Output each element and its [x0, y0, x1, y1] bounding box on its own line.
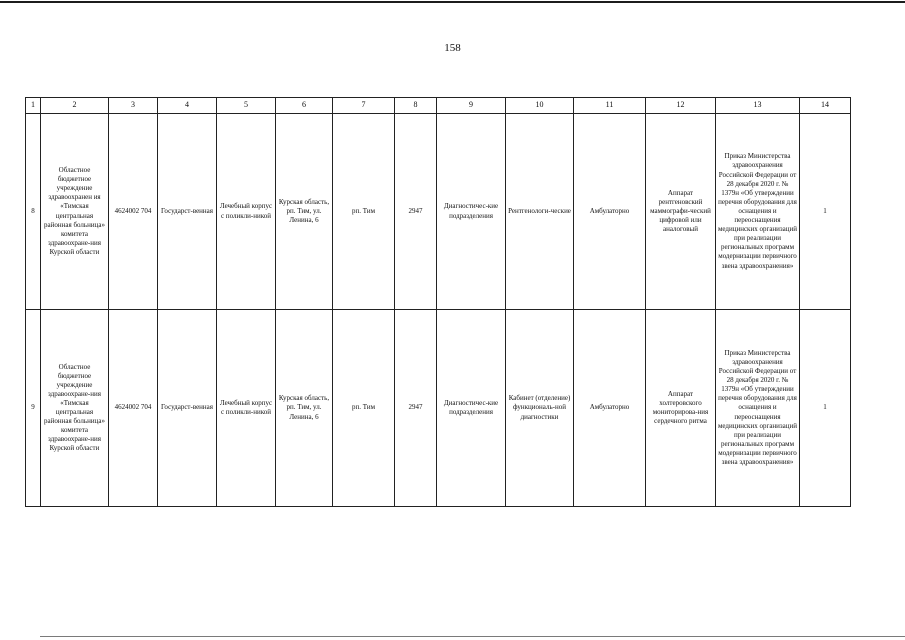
- settlement-code: 2947: [395, 310, 437, 507]
- inn-code: 4624002 704: [109, 114, 158, 310]
- settlement: рп. Тим: [333, 114, 395, 310]
- column-header: 10: [506, 98, 574, 114]
- bottom-border-line: [40, 636, 905, 637]
- column-header: 2: [41, 98, 109, 114]
- page-number: 158: [444, 42, 461, 54]
- regulatory-order: Приказ Министерства здравоохранения Российской Федерации от 28 декабря 2020 г. № 1379н «Об утверждении перечня оборудования для оснащения и переоснащения медицинских организаций при реализации региональных программ модернизации первичного звена здравоохранения»: [716, 310, 800, 507]
- quantity: 1: [800, 310, 851, 507]
- column-header: 3: [109, 98, 158, 114]
- settlement: рп. Тим: [333, 310, 395, 507]
- care-type: Амбулаторно: [574, 114, 646, 310]
- address: Курская область, рп. Тим, ул. Ленина, 6: [276, 310, 333, 507]
- column-header: 11: [574, 98, 646, 114]
- equipment-name: Аппарат холтеровского мониторирова-ния сердечного ритма: [646, 310, 716, 507]
- row-number: 9: [26, 310, 41, 507]
- ownership-form: Государст-венная: [158, 114, 217, 310]
- row-number: 8: [26, 114, 41, 310]
- building-name: Лечебный корпус с поликли-никой: [217, 310, 276, 507]
- division: Диагностичес-кие подразделения: [437, 310, 506, 507]
- department: Рентгенологи-ческие: [506, 114, 574, 310]
- column-header: 1: [26, 98, 41, 114]
- address: Курская область, рп. Тим, ул. Ленина, 6: [276, 114, 333, 310]
- organization-name: Областное бюджетное учреждение здравоохране-ния «Тимская центральная районная больница» комитета здравоохране-ния Курской области: [41, 310, 109, 507]
- column-header: 5: [217, 98, 276, 114]
- settlement-code: 2947: [395, 114, 437, 310]
- regulatory-order: Приказ Министерства здравоохранения Российской Федерации от 28 декабря 2020 г. № 1379н «Об утверждении перечня оборудования для оснащения и переоснащения медицинских организаций при реализации региональных программ модернизации первичного звена здравоохранения»: [716, 114, 800, 310]
- column-header: 7: [333, 98, 395, 114]
- department: Кабинет (отделение) функциональ-ной диагностики: [506, 310, 574, 507]
- inn-code: 4624002 704: [109, 310, 158, 507]
- equipment-name: Аппарат рентгеновский маммографи-ческий цифровой или аналоговый: [646, 114, 716, 310]
- column-header: 4: [158, 98, 217, 114]
- care-type: Амбулаторно: [574, 310, 646, 507]
- column-header: 9: [437, 98, 506, 114]
- ownership-form: Государст-венная: [158, 310, 217, 507]
- table-row: [26, 114, 851, 310]
- column-header: 8: [395, 98, 437, 114]
- column-header: 12: [646, 98, 716, 114]
- division: Диагностичес-кие подразделения: [437, 114, 506, 310]
- top-border-line: [0, 1, 905, 3]
- column-header: 6: [276, 98, 333, 114]
- quantity: 1: [800, 114, 851, 310]
- organization-name: Областное бюджетное учреждение здравоохранен ия «Тимская центральная районная больница» комитета здравоохране-ния Курской области: [41, 114, 109, 310]
- equipment-table: [25, 97, 851, 507]
- column-header: 14: [800, 98, 851, 114]
- table-row: [26, 310, 851, 507]
- column-header: 13: [716, 98, 800, 114]
- building-name: Лечебный корпус с поликли-никой: [217, 114, 276, 310]
- table-header-row: [26, 98, 851, 114]
